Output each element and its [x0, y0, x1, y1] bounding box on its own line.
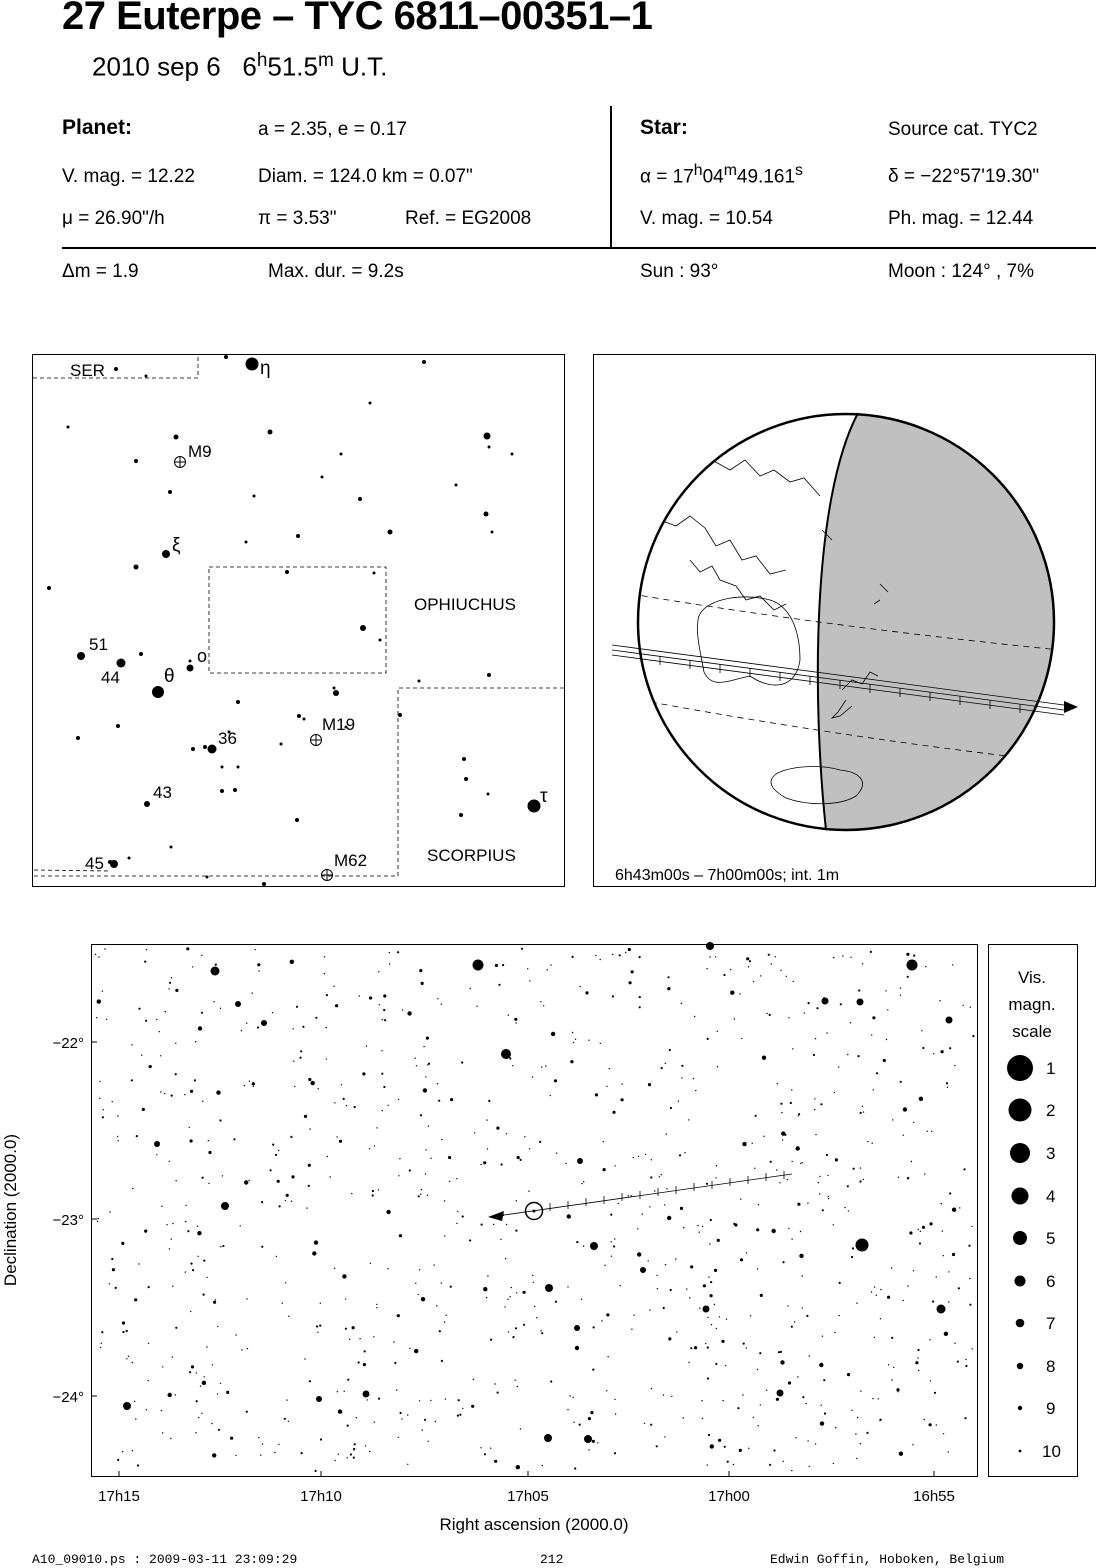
footer-author: Edwin Goffin, Hoboken, Belgium [770, 1552, 1005, 1567]
label-omicron: o [197, 646, 208, 666]
planet-parallax: π = 3.53" [258, 208, 337, 229]
mag-label: 7 [1046, 1314, 1056, 1333]
label-44: 44 [101, 668, 120, 687]
ra-min: 04 [702, 166, 724, 188]
mag-label: 8 [1046, 1357, 1056, 1376]
x-axis-label: Right ascension (2000.0) [439, 1515, 629, 1534]
moon-info: Moon : 124° , 7% [888, 261, 1034, 282]
delta-mag: Δm = 1.9 [62, 261, 139, 282]
footer-page: 212 [540, 1552, 564, 1567]
star-dec: δ = −22°57'19.30" [888, 166, 1040, 187]
scale-title-line: Vis. [1017, 968, 1047, 987]
scale-title-line: magn. [1008, 995, 1056, 1014]
footer-file: A10_09010.ps : 2009-03-11 23:09:29 [32, 1552, 298, 1567]
scale-labels [1042, 1059, 1061, 1461]
planet-heading: Planet: [62, 116, 133, 139]
mag-label: 3 [1046, 1144, 1056, 1163]
scale-title [1008, 968, 1055, 1041]
x-tick: 17h00 [708, 1488, 750, 1505]
hour-unit: h [256, 50, 268, 71]
max-duration: Max. dur. = 9.2s [268, 261, 404, 282]
minute-unit: m [318, 50, 334, 71]
mag-dot [1017, 1363, 1023, 1369]
planet-orbit: a = 2.35, e = 0.17 [258, 119, 407, 140]
label-theta: θ [164, 666, 175, 687]
x-tick: 17h05 [507, 1488, 549, 1505]
mag-dot [1007, 1055, 1033, 1081]
scale-dots [1007, 1055, 1033, 1452]
planet-ref: Ref. = EG2008 [405, 208, 532, 229]
y-tick: −23° [52, 1212, 84, 1229]
star-source: Source cat. TYC2 [888, 119, 1038, 140]
label-m62: M62 [334, 851, 368, 870]
label-45: 45 [85, 854, 104, 873]
label-43: 43 [153, 783, 172, 802]
label-m9: M9 [188, 442, 212, 461]
page-title: 27 Euterpe – TYC 6811–00351–1 [62, 0, 653, 38]
planet-vmag: V. mag. = 12.22 [62, 166, 195, 187]
ra-sec: 49.161 [736, 166, 796, 188]
label-tau: τ [540, 786, 548, 807]
mag-dot [1012, 1188, 1029, 1205]
label-36: 36 [218, 729, 237, 748]
event-date: 2010 sep 6 [92, 51, 221, 82]
globe-caption: 6h43m00s – 7h00m00s; int. 1m [615, 867, 840, 884]
y-tick: −24° [52, 1389, 84, 1406]
mag-label: 2 [1046, 1101, 1056, 1120]
mag-label: 1 [1046, 1059, 1056, 1078]
label-scorpius: SCORPIUS [427, 846, 516, 865]
mag-label: 4 [1046, 1187, 1056, 1206]
y-axis-label: Declination (2000.0) [1, 1133, 20, 1287]
sun-elongation: Sun : 93° [640, 261, 719, 282]
time-scale: U.T. [341, 51, 388, 82]
ra-m: m [723, 162, 737, 179]
mag-dot [1018, 1406, 1022, 1410]
mag-dot [1010, 1143, 1030, 1163]
label-eta: η [260, 358, 271, 379]
mag-dot [1015, 1276, 1026, 1287]
label-ophiuchus: OPHIUCHUS [414, 595, 517, 614]
ra-h: h [693, 162, 703, 179]
label-ser: SER [70, 361, 105, 380]
ra-prefix: α = 17 [640, 166, 694, 188]
label-xi: ξ [172, 535, 181, 556]
x-tick: 16h55 [913, 1488, 955, 1505]
scale-title-line: scale [1012, 1022, 1052, 1041]
mag-dot [1013, 1231, 1027, 1245]
planet-diameter: Diam. = 124.0 km = 0.07" [258, 166, 473, 187]
event-minute: 51.5 [267, 51, 318, 82]
mag-label: 10 [1042, 1442, 1061, 1461]
planet-motion: μ = 26.90"/h [62, 208, 165, 229]
star-phmag: Ph. mag. = 12.44 [888, 208, 1034, 229]
mag-label: 6 [1046, 1272, 1056, 1291]
label-51: 51 [89, 635, 108, 654]
x-tick: 17h10 [300, 1488, 342, 1505]
label-m19: M19 [322, 715, 356, 734]
mag-label: 9 [1046, 1399, 1056, 1418]
x-tick: 17h15 [98, 1488, 140, 1505]
star-vmag: V. mag. = 10.54 [640, 208, 773, 229]
star-heading: Star: [640, 116, 688, 139]
mag-dot [1016, 1319, 1025, 1328]
event-hour: 6 [242, 51, 257, 82]
y-tick: −22° [52, 1035, 84, 1052]
mag-dot [1019, 1450, 1022, 1453]
mag-label: 5 [1046, 1229, 1056, 1248]
ra-s: s [795, 162, 803, 179]
mag-dot [1009, 1099, 1032, 1122]
